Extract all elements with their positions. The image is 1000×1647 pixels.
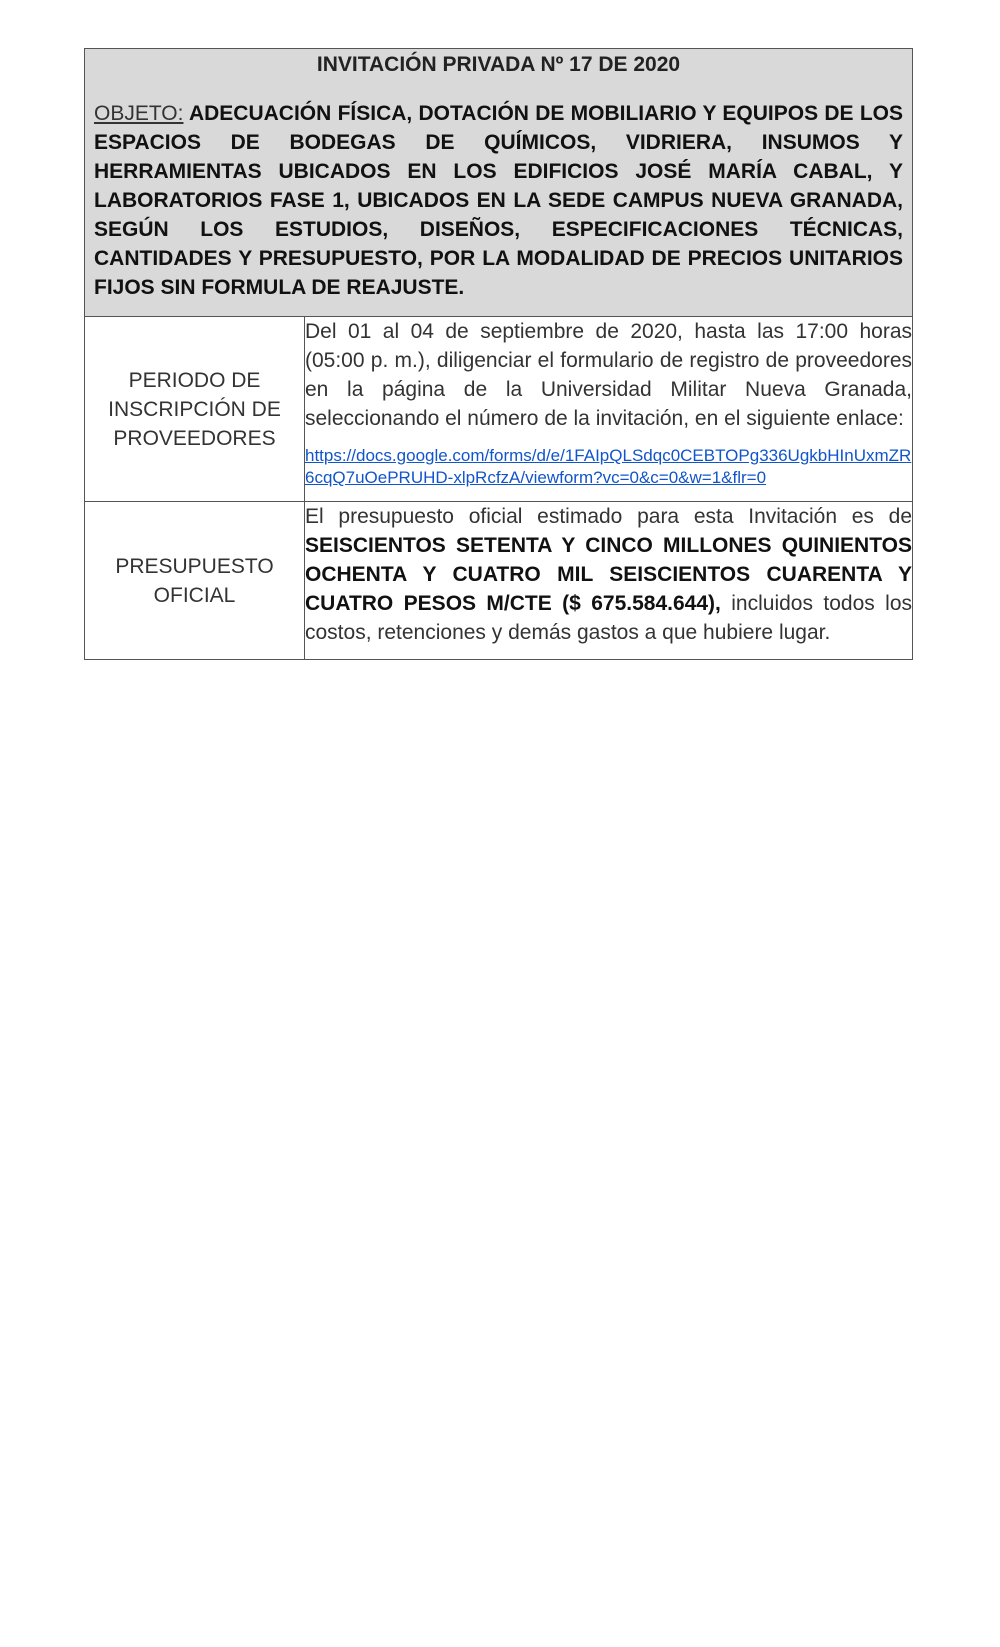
objeto-text: ADECUACIÓN FÍSICA, DOTACIÓN DE MOBILIARIO Y EQUIPOS DE LOS ESPACIOS DE BODEGAS DE QUÍMICOS, VIDRIERA, INSUMOS Y HERRAMIENTAS UBICADOS EN LOS EDIFICIOS JOSÉ MARÍA CABAL, Y LABORATORIOS FASE 1, UBICADOS EN LA SEDE CAMPUS NUEVA GRANADA, SEGÚN LOS ESTUDIOS, DISEÑOS, ESPECIFICACIONES TÉCNICAS, CANTIDADES Y PRESUPUESTO, POR LA MODALIDAD DE PRECIOS UNITARIOS FIJOS SIN FORMULA DE REAJUSTE.: [94, 102, 903, 299]
document-title: INVITACIÓN PRIVADA Nº 17 DE 2020: [316, 53, 681, 76]
registration-label: PERIODO DE INSCRIPCIÓN DE PROVEEDORES: [108, 368, 281, 450]
header-row: [85, 49, 913, 317]
budget-text-after: incluidos todos los costos, retenciones y demás gastos a que hubiere lugar.: [305, 592, 913, 644]
objeto-paragraph: [94, 99, 903, 302]
header-cell: [85, 49, 913, 317]
budget-label-cell: [85, 502, 305, 660]
registration-form-link[interactable]: https://docs.google.com/forms/d/e/1FAIpQLSdqc0CEBTOPg336UgkbHInUxmZR6cqQ7uOePRUHD-xlpRcfzA/viewform?vc=0&c=0&w=1&flr=0: [305, 446, 912, 487]
budget-amount: SEISCIENTOS SETENTA Y CINCO MILLONES QUINIENTOS OCHENTA Y CUATRO MIL SEISCIENTOS CUARENTA Y CUATRO PESOS M/CTE ($ 675.584.644),: [305, 534, 912, 615]
budget-paragraph: [305, 502, 912, 647]
budget-row: [85, 502, 913, 660]
budget-text-before: El presupuesto oficial estimado para esta Invitación es de: [305, 505, 912, 528]
registration-row: [85, 317, 913, 502]
objeto-label: OBJETO:: [94, 102, 184, 125]
registration-text: Del 01 al 04 de septiembre de 2020, hasta las 17:00 horas (05:00 p. m.), diligenciar el formulario de registro de proveedores en la página de la Universidad Militar Nueva Granada, seleccionando el número de la invitación, en el siguiente enlace:: [305, 320, 912, 430]
registration-content-cell: [305, 317, 913, 502]
budget-label: PRESUPUESTO OFICIAL: [115, 554, 274, 607]
budget-content-cell: [305, 502, 913, 660]
registration-label-cell: [85, 317, 305, 502]
invitation-table: [84, 48, 913, 660]
